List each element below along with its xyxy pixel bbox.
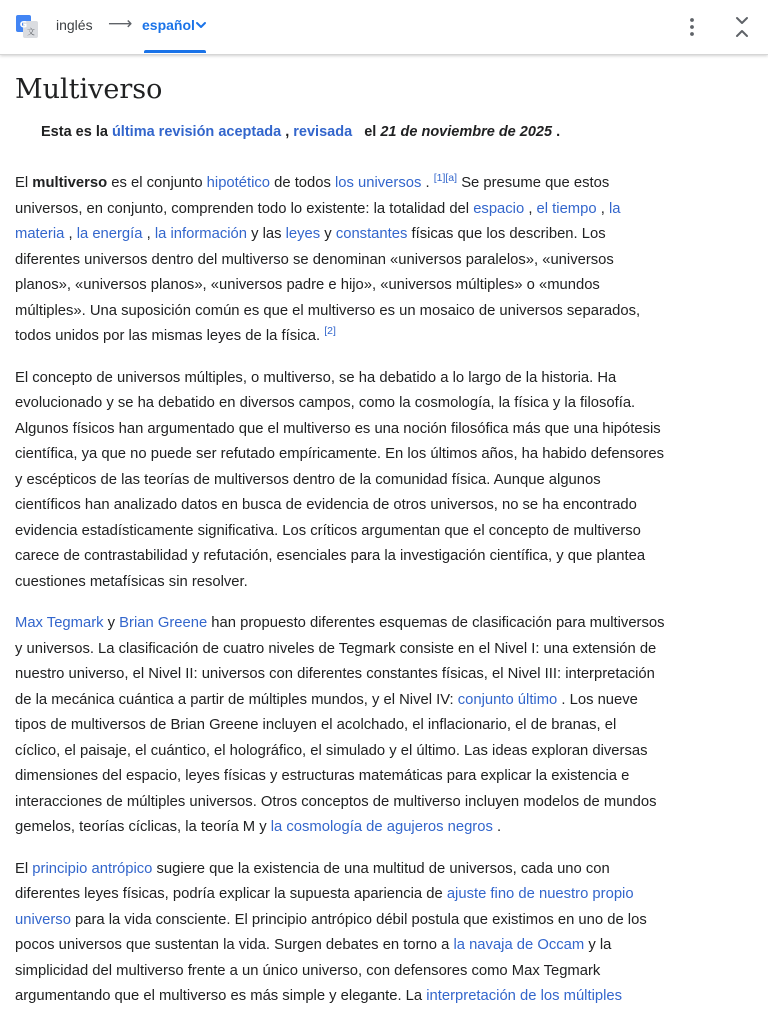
text: sugiere que la existencia de una multitud de universos, cada uno con diferentes leyes físicas, podría explicar la supuesta apariencia de bbox=[15, 860, 610, 902]
text: y las bbox=[246, 226, 286, 242]
text: . bbox=[492, 819, 502, 835]
text: para la vida consciente. El principio antrópico débil postula que existimos en uno de los pocos universos que sustentan la vida. Surgen debates en torno a bbox=[15, 911, 647, 953]
link-hipotetico[interactable]: hipotético bbox=[206, 175, 271, 191]
svg-text:文: 文 bbox=[27, 27, 35, 37]
translate-toolbar bbox=[0, 0, 768, 55]
text: , bbox=[142, 226, 155, 242]
citation-2[interactable]: [2] bbox=[324, 325, 336, 337]
link-brian-greene[interactable]: Brian Greene bbox=[119, 615, 208, 631]
revision-prefix: Esta es la bbox=[41, 124, 108, 140]
revision-notice bbox=[41, 124, 560, 140]
link-navaja-occam[interactable]: la navaja de Occam bbox=[453, 937, 585, 953]
revision-end: . bbox=[556, 124, 561, 140]
link-tiempo[interactable]: el tiempo bbox=[536, 200, 597, 217]
link-principio-antropico[interactable]: principio antrópico bbox=[32, 860, 153, 877]
google-translate-icon bbox=[16, 15, 38, 39]
link-constantes[interactable]: constantes bbox=[335, 226, 408, 242]
link-universos[interactable]: los universos bbox=[335, 175, 422, 191]
paragraph-3 bbox=[15, 611, 665, 841]
link-espacio[interactable]: espacio bbox=[473, 200, 525, 217]
text: Se presume que estos universos, en conjunto, comprenden todo lo existente: la totalidad del bbox=[15, 175, 610, 217]
link-cosmologia-agujeros-negros[interactable]: la cosmología de agujeros negros bbox=[270, 819, 493, 835]
link-conjunto-ultimo[interactable]: conjunto último bbox=[457, 691, 558, 708]
article-body bbox=[15, 171, 665, 1026]
text: , bbox=[524, 200, 537, 217]
link-energia[interactable]: la energía bbox=[76, 226, 143, 242]
latest-accepted-revision-link[interactable]: última revisión aceptada bbox=[111, 124, 282, 140]
text: es el conjunto bbox=[107, 175, 207, 191]
text: de todos bbox=[270, 175, 336, 191]
page-title: Multiverso bbox=[15, 74, 163, 105]
text: físicas que los describen. Los diferentes universos dentro del multiverso se denominan «universos paralelos», «universos planos», «universos planos», «universos padre e hijo», «universos múltiples» o «mundos múltiples». Una suposición común es que el multiverso es un mosaico de universos separados, todos unidos por las mismas leyes de la física. bbox=[15, 226, 641, 344]
source-language-tab[interactable]: inglés bbox=[56, 17, 93, 33]
link-ajuste-fino[interactable]: ajuste fino de nuestro propio universo bbox=[15, 886, 634, 928]
citation-1[interactable]: [1][a] bbox=[433, 172, 458, 184]
text: El bbox=[15, 175, 33, 191]
chevron-down-icon[interactable] bbox=[195, 19, 207, 31]
link-max-tegmark[interactable]: Max Tegmark bbox=[15, 615, 104, 631]
target-language-tab[interactable]: español bbox=[142, 17, 195, 33]
text: . bbox=[421, 175, 434, 191]
text: y la simplicidad del multiverso frente a un único universo, con defensores como Max Tegmark argumentando que el multiverso es más simple y elegante. La bbox=[15, 937, 612, 1004]
text: , bbox=[596, 200, 609, 217]
text: y bbox=[103, 615, 120, 631]
paragraph-4 bbox=[15, 857, 665, 1010]
text: El bbox=[15, 860, 33, 877]
text: , bbox=[64, 226, 77, 242]
svg-text:G: G bbox=[19, 20, 28, 31]
paragraph-1 bbox=[15, 171, 665, 350]
paragraph-2: El concepto de universos múltiples, o multiverso, se ha debatido a lo largo de la historia. Ha evolucionado y se ha debatido en diversos campos, como la cosmología, la física y la filosofía. Algunos físicos han argumentado que el multiverso es una noción filosófica más que una hipótesis científica, ya que no puede ser refutado empíricamente. En los últimos años, ha habido defensores y escépticos de las teorías de multiversos dentro de la comunidad física. Aunque algunos científicos han analizado datos en busca de evidencia de otros universos, no se ha encontrado evidencia estadísticamente significativa. Los críticos argumentan que el concepto de multiverso carece de contrastabilidad y refutación, esenciales para la investigación científica, y que plantea cuestiones metafísicas sin resolver. bbox=[15, 369, 664, 590]
revision-date: 21 de noviembre de 2025 bbox=[380, 124, 553, 140]
bold-term: multiverso bbox=[32, 175, 108, 191]
link-materia[interactable]: la materia bbox=[15, 200, 621, 242]
text: . Los nueve tipos de multiversos de Brian Greene incluyen el acolchado, el inflacionario, el de branas, el cíclico, el paisaje, el cuántico, el holográfico, el simulado y el último. Las ideas exploran diversas dimensiones del espacio, leyes físicas y estructuras matemáticas para explicar la existencia e interacciones de múltiples universos. Otros conceptos de multiverso incluyen modelos de mundos gemelos, teorías cíclicas, la teoría M y bbox=[15, 691, 657, 835]
link-interpretacion-multiples[interactable]: interpretación de los múltiples bbox=[426, 988, 622, 1004]
arrow-right-icon: ⟶ bbox=[108, 14, 133, 33]
reviewed-link[interactable]: revisada bbox=[293, 124, 353, 140]
revision-separator: , bbox=[285, 124, 290, 140]
text: han propuesto diferentes esquemas de clasificación para multiversos y universos. La clasificación de cuatro niveles de Tegmark consiste en el Nivel I: una extensión de nuestro universo, el Nivel II: universos con diferentes constantes físicas, el Nivel III: interpretación de la mecánica cuántica a partir de múltiples mundos, y el Nivel IV: bbox=[15, 615, 665, 708]
more-vert-icon[interactable] bbox=[680, 14, 704, 40]
link-leyes[interactable]: leyes bbox=[285, 226, 321, 242]
revision-mid: el bbox=[364, 124, 377, 140]
text: y bbox=[320, 226, 336, 242]
collapse-icon[interactable] bbox=[730, 14, 754, 40]
active-tab-indicator bbox=[144, 50, 206, 53]
link-informacion[interactable]: la información bbox=[154, 226, 247, 242]
